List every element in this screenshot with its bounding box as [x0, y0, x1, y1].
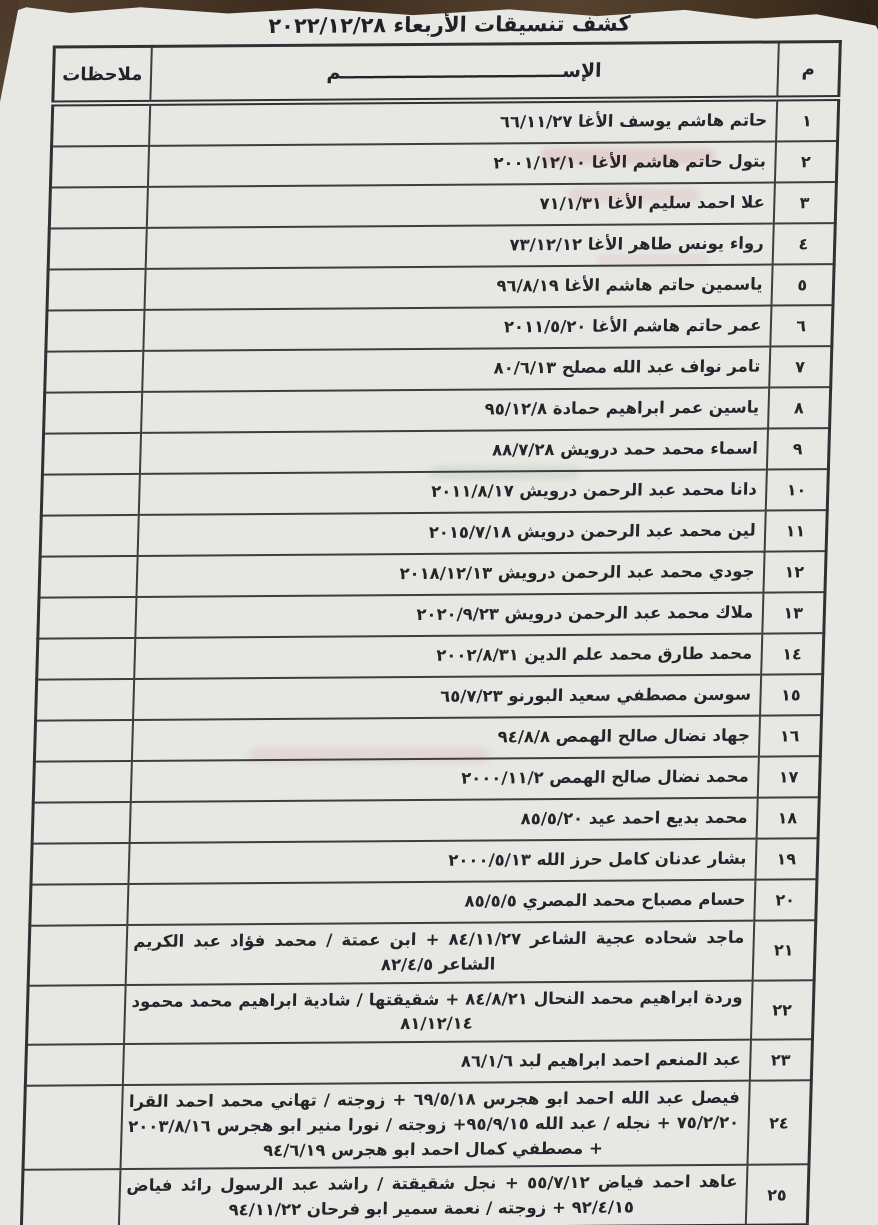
name-cell: جودي محمد عبد الرحمن درويش ٢٠١٨/١٢/١٣ — [136, 552, 764, 597]
notes-cell — [49, 187, 147, 229]
name-cell: عاهد احمد فياض ٥٥/٧/١٢ + نجل شقيقتة / راشد عبد الرسول رائد فياض ٩٢/٤/١٥ + زوجته / نعمة سمير ابو فرحان ٩٤/١١/٢٢ — [118, 1165, 747, 1225]
table-row — [34, 715, 821, 761]
name-cell: سوسن مصطفي سعيد البورنو ٦٥/٧/٢٣ — [133, 675, 761, 720]
notes-cell — [46, 310, 144, 352]
serial-cell: ٥ — [771, 264, 834, 305]
notes-cell — [30, 884, 128, 926]
name-cell: محمد طارق محمد علم الدين ٢٠٠٢/٨/٣١ — [134, 634, 762, 679]
table-row — [47, 264, 834, 310]
serial-cell: ٢٤ — [747, 1080, 811, 1165]
table-row — [39, 551, 826, 597]
serial-cell: ١٢ — [763, 551, 826, 592]
notes-cell — [26, 985, 125, 1045]
name-cell: ياسين عمر ابراهيم حمادة ٩٥/١٢/٨ — [141, 388, 769, 433]
serial-cell: ٢١ — [752, 920, 816, 980]
serial-cell: ٨ — [768, 387, 831, 428]
serial-cell: ٢٣ — [749, 1039, 812, 1080]
scanned-page — [23, 0, 843, 1225]
table-row — [36, 674, 823, 720]
notes-cell — [39, 556, 137, 598]
name-cell: اسماء محمد حمد درويش ٨٨/٧/٢٨ — [139, 429, 767, 474]
table-row — [40, 510, 827, 556]
name-cell: علا احمد سليم الأغا ٧١/١/٣١ — [146, 182, 774, 227]
name-cell: فيصل عبد الله احمد ابو هجرس ٦٩/٥/١٨ + زوجته / تهاني محمد احمد القرا ٧٥/٢/٢٠ + نجله / عبد الله ٩٥/٩/١٥+ زوجته / نورا منير ابو هجرس ٢٠٠٣/٨/١٦ + مصطفي كمال احمد ابو هجرس ٩٤/٦/١٩ — [120, 1081, 749, 1170]
serial-cell: ١١ — [764, 510, 827, 551]
table-body — [21, 98, 838, 1225]
serial-cell: ١٧ — [757, 756, 820, 797]
serial-cell: ١ — [776, 98, 839, 141]
table-row — [44, 387, 831, 433]
table-row — [42, 428, 829, 474]
serial-cell: ١٨ — [756, 797, 819, 838]
name-cell: بتول حاتم هاشم الأغا ٢٠٠١/١٢/١٠ — [147, 141, 775, 186]
serial-cell: ١٥ — [760, 674, 823, 715]
name-cell: بشار عدنان كامل حرز الله ٢٠٠٠/٥/١٣ — [128, 839, 756, 884]
table-row — [49, 182, 836, 228]
serial-cell: ٢٥ — [745, 1165, 809, 1225]
notes-cell — [21, 1169, 120, 1225]
name-cell: دانا محمد عبد الرحمن درويش ٢٠١١/٨/١٧ — [138, 470, 766, 515]
table-row — [25, 1039, 812, 1085]
table-row — [50, 141, 837, 187]
notes-cell — [28, 925, 127, 985]
notes-cell — [31, 843, 129, 885]
notes-cell — [25, 1044, 123, 1086]
name-cell: رواء يونس طاهر الأغا ٧٣/١٢/١٢ — [145, 223, 773, 268]
serial-cell: ١٠ — [765, 469, 828, 510]
serial-cell: ١٩ — [755, 838, 818, 879]
notes-cell — [36, 679, 134, 721]
notes-cell — [42, 433, 140, 475]
name-cell: حسام مصباح محمد المصري ٨٥/٥/٥ — [127, 880, 755, 925]
header-row — [53, 42, 841, 104]
name-cell: عمر حاتم هاشم الأغا ٢٠١١/٥/٢٠ — [143, 306, 771, 351]
name-cell: عبد المنعم احمد ابراهيم لبد ٨٦/١/٦ — [122, 1040, 750, 1085]
table-row — [48, 223, 835, 269]
column-header-name: الإســــــــــــــــــــــــــــــــــم — [150, 42, 779, 103]
serial-cell: ٩ — [766, 428, 829, 469]
name-cell: جهاد نضال صالح الهمص ٩٤/٨/٨ — [131, 716, 759, 761]
name-cell: ياسمين حاتم هاشم الأغا ٩٦/٨/١٩ — [144, 265, 772, 310]
table-row — [28, 920, 816, 985]
name-cell: ماجد شحاده عجية الشاعر ٨٤/١١/٢٧ + ابن عمتة / محمد فؤاد عبد الكريم الشاعر ٨٢/٤/٥ — [125, 921, 754, 985]
notes-cell — [50, 146, 148, 188]
column-header-notes: ملاحظات — [53, 46, 152, 103]
name-cell: محمد نضال صالح الهمص ٢٠٠٠/١١/٢ — [130, 757, 758, 802]
notes-cell — [34, 720, 132, 762]
scan-background-left-corner — [0, 0, 20, 102]
serial-cell: ١٣ — [762, 592, 825, 633]
table-row — [33, 756, 820, 802]
serial-cell: ٢٠ — [754, 879, 817, 920]
table-row — [26, 980, 814, 1045]
notes-cell — [33, 761, 131, 803]
name-cell: حاتم هاشم يوسف الأغا ٦٦/١١/٢٧ — [149, 98, 777, 145]
table-row — [45, 346, 832, 392]
notes-cell — [52, 103, 150, 147]
serial-cell: ٢٢ — [750, 980, 814, 1040]
serial-cell: ٣ — [773, 182, 836, 223]
notes-cell — [37, 638, 135, 680]
table-row — [30, 879, 817, 925]
serial-cell: ٦ — [770, 305, 833, 346]
serial-cell: ٤ — [772, 223, 835, 264]
table-row — [38, 592, 825, 638]
name-cell: تامر نواف عبد الله مصلح ٨٠/٦/١٣ — [142, 347, 770, 392]
table-row — [31, 838, 818, 884]
table-row — [37, 633, 824, 679]
table-row — [21, 1165, 809, 1225]
table-row — [52, 98, 839, 146]
notes-cell — [47, 269, 145, 311]
notes-cell — [32, 802, 130, 844]
page-title: كشف تنسيقات الأربعاء ٢٠٢٢/١٢/٢٨ — [267, 11, 631, 39]
notes-cell — [23, 1085, 122, 1170]
table-row — [46, 305, 833, 351]
name-cell: لين محمد عبد الرحمن درويش ٢٠١٥/٧/١٨ — [137, 511, 765, 556]
table-row — [32, 797, 819, 843]
table-row — [41, 469, 828, 515]
notes-cell — [45, 351, 143, 393]
serial-cell: ١٦ — [758, 715, 821, 756]
serial-cell: ٢ — [774, 141, 837, 182]
column-header-serial: م — [777, 42, 841, 99]
notes-cell — [44, 392, 142, 434]
notes-cell — [41, 474, 139, 516]
table-row — [23, 1080, 811, 1170]
serial-cell: ١٤ — [761, 633, 824, 674]
notes-cell — [48, 228, 146, 270]
serial-cell: ٧ — [769, 346, 832, 387]
name-cell: ملاك محمد عبد الرحمن درويش ٢٠٢٠/٩/٢٣ — [135, 593, 763, 638]
coordination-roster-table — [20, 40, 842, 1225]
notes-cell — [40, 515, 138, 557]
name-cell: وردة ابراهيم محمد النحال ٨٤/٨/٢١ + شقيقتها / شادية ابراهيم محمد محمود ٨١/١٢/١٤ — [123, 980, 752, 1044]
notes-cell — [38, 597, 136, 639]
name-cell: محمد بديع احمد عيد ٨٥/٥/٢٠ — [129, 798, 757, 843]
